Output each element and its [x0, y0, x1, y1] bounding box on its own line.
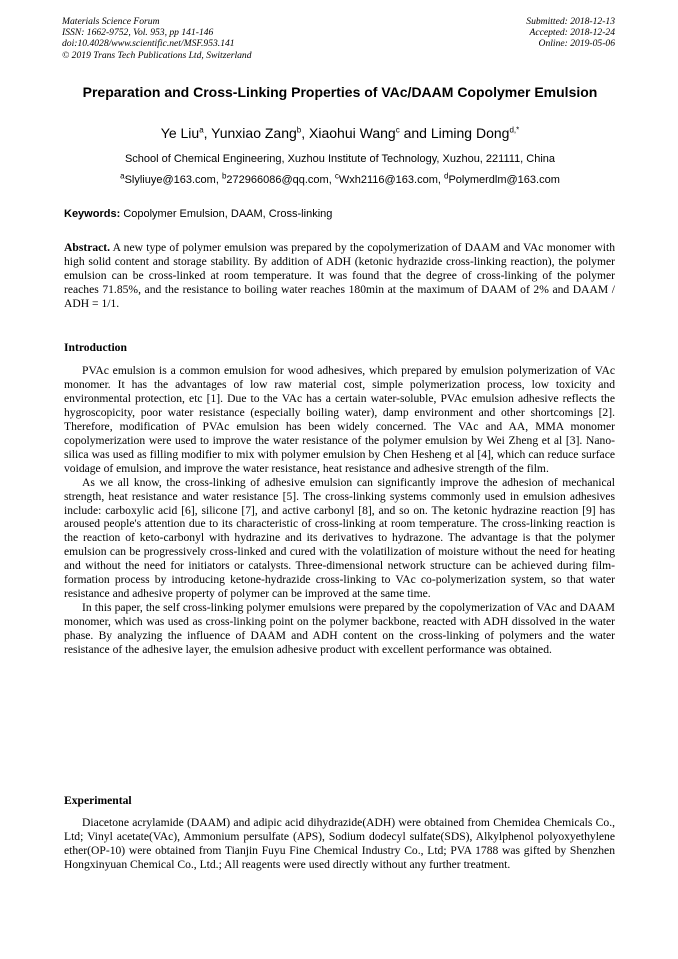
- author-name: Liming Dong: [430, 125, 510, 141]
- accepted-date: Accepted: 2018-12-24: [529, 27, 615, 39]
- email-link[interactable]: Wxh2116@163.com: [338, 174, 438, 186]
- journal-name: Materials Science Forum: [62, 16, 160, 27]
- experimental-body: [64, 816, 615, 872]
- author-name: Yunxiao Zang: [211, 125, 297, 141]
- abstract-text: A new type of polymer emulsion was prepared by the copolymerization of DAAM and VAc monomer with high solid content and storage stability. By addition of ADH (ketonic hydrazide cross-linking reaction), the polymer emulsion can be cross-linked at room temperature. It was found that the degree of cross-linking of the polymer reaches 71.85%, and the resistance to boiling water reaches 180min at the maximum of DAAM of 2% and DAAM / ADH = 1/1.: [64, 241, 615, 310]
- issn-line: ISSN: 1662-9752, Vol. 953, pp 141-146: [62, 27, 214, 39]
- submitted-date: Submitted: 2018-12-13: [526, 16, 615, 27]
- author-name: Xiaohui Wang: [309, 125, 396, 141]
- email-link[interactable]: Slyliuye@163.com: [124, 174, 216, 186]
- doi-line: doi:10.4028/www.scientific.net/MSF.953.141: [62, 38, 235, 50]
- introduction-heading: Introduction: [64, 341, 127, 354]
- author-name: Ye Liu: [160, 125, 200, 141]
- email-superscript: d: [443, 171, 449, 181]
- email-superscript: b: [221, 171, 227, 181]
- introduction-body: [64, 364, 615, 657]
- email-link[interactable]: Polymerdlm@163.com: [448, 174, 560, 186]
- author-superscript: a: [199, 125, 204, 135]
- email-link[interactable]: 272966086@qq.com: [226, 174, 329, 186]
- abstract-label: Abstract.: [64, 241, 111, 254]
- email-superscript: c: [334, 171, 339, 181]
- email-superscript: a: [120, 171, 125, 181]
- keywords-label: Keywords:: [64, 208, 121, 220]
- copyright-line: © 2019 Trans Tech Publications Ltd, Switzerland: [62, 49, 252, 61]
- experimental-heading: Experimental: [64, 794, 132, 807]
- paragraph: PVAc emulsion is a common emulsion for wood adhesives, which prepared by emulsion polymerization of VAc monomer. It has the advantages of low raw material cost, simple polymerization process, low toxicity and environmental protection, etc [1]. Due to the VAc has a certain water-soluble, PVAc emulsion adhesive reflects the hygroscopicity, poor water resistance (especially boiling water), damp environment and other shortcomings [2]. Therefore, modification of PVAc emulsion has been widely concerned. The VAc and AA, MMA monomer copolymerization were used to improve the water resistance of the polymer emulsion by Wei Zheng et al [3]. Nano-silica was used as filling modifier to mix with polymer emulsion by Chen Hesheng et al [4], which can reduce surface voidage of emulsion, and improve the water resistance, heat resistance and adhesive strength of the film.: [64, 364, 615, 475]
- keywords-text: Copolymer Emulsion, DAAM, Cross-linking: [123, 208, 333, 220]
- keywords: [64, 207, 616, 221]
- paragraph: In this paper, the self cross-linking polymer emulsions were prepared by the copolymerization of VAc and DAAM monomer, which was used as cross-linking point on the polymer backbone, reacted with ADH dissolved in the water phase. By analyzing the influence of DAAM and ADH content on the cross-linking of polymers and the water resistance of the adhesive layer, the emulsion adhesive product with excellent performance was obtained.: [64, 601, 615, 657]
- author-conjunction: and: [403, 125, 427, 141]
- author-superscript: d,*: [509, 125, 520, 135]
- email-list: $^a$Slyliuye@163.com, $^b$272966086@qq.com, $^c$Wxh2116@163.com, $^d$Polymerdlm@163.com: [120, 171, 560, 186]
- paragraph: Diacetone acrylamide (DAAM) and adipic acid dihydrazide(ADH) were obtained from Chemidea Chemicals Co., Ltd; Vinyl acetate(VAc), Ammonium persulfate (APS), Sodium dodecyl sulfate(SDS), Alkylphenol polyoxyethylene ether(OP-10) were obtained from Tianjin Fuyu Fine Chemical Industry Co., Ltd; PVA 1788 was gifted by Shenzhen Hongxinyuan Chemical Co., Ltd.; All reagents were used directly without any further treatment.: [64, 816, 615, 871]
- online-date: Online: 2019-05-06: [538, 38, 615, 50]
- paper-title: Preparation and Cross-Linking Properties of VAc/DAAM Copolymer Emulsion: [82, 84, 598, 100]
- submission-dates: [526, 16, 615, 50]
- author-superscript: b: [296, 125, 302, 135]
- journal-info: [62, 16, 252, 61]
- author-superscript: c: [395, 125, 400, 135]
- paragraph: As we all know, the cross-linking of adhesive emulsion can significantly improve the adhesion of mechanical strength, heat resistance and water resistance [5]. The cross-linking systems commonly used in emulsion adhesives include: carboxylic acid [6], silicone [7], and active carbonyl [8], and so on. The ketonic hydrazine reaction [9] has aroused people's attention due to its characteristic of cross-linking at room temperature. The cross-linking reaction is the reaction of keto-carbonyl with hydrazine and its derivatives to hydrazone. The advantage is that the polymer emulsion can be progressively cross-linked and cured with the volatilization of moisture without the need for heating and without the need for initiators or catalysts. Three-dimensional network structure can be achieved during film-formation process by introducing ketone-hydrazide cross-linking to VAc co-polymerization system, so that water resistance and adhesive property of polymer can be improved at the same time.: [64, 475, 615, 601]
- author-list: Ye Liu$^a$, Yunxiao Zang$^b$, Xiaohui Wang$^c$ and Liming Dong$^{d,*}$: [160, 125, 520, 141]
- abstract: [64, 241, 615, 311]
- affiliation: School of Chemical Engineering, Xuzhou Institute of Technology, Xuzhou, 221111, China: [124, 153, 556, 165]
